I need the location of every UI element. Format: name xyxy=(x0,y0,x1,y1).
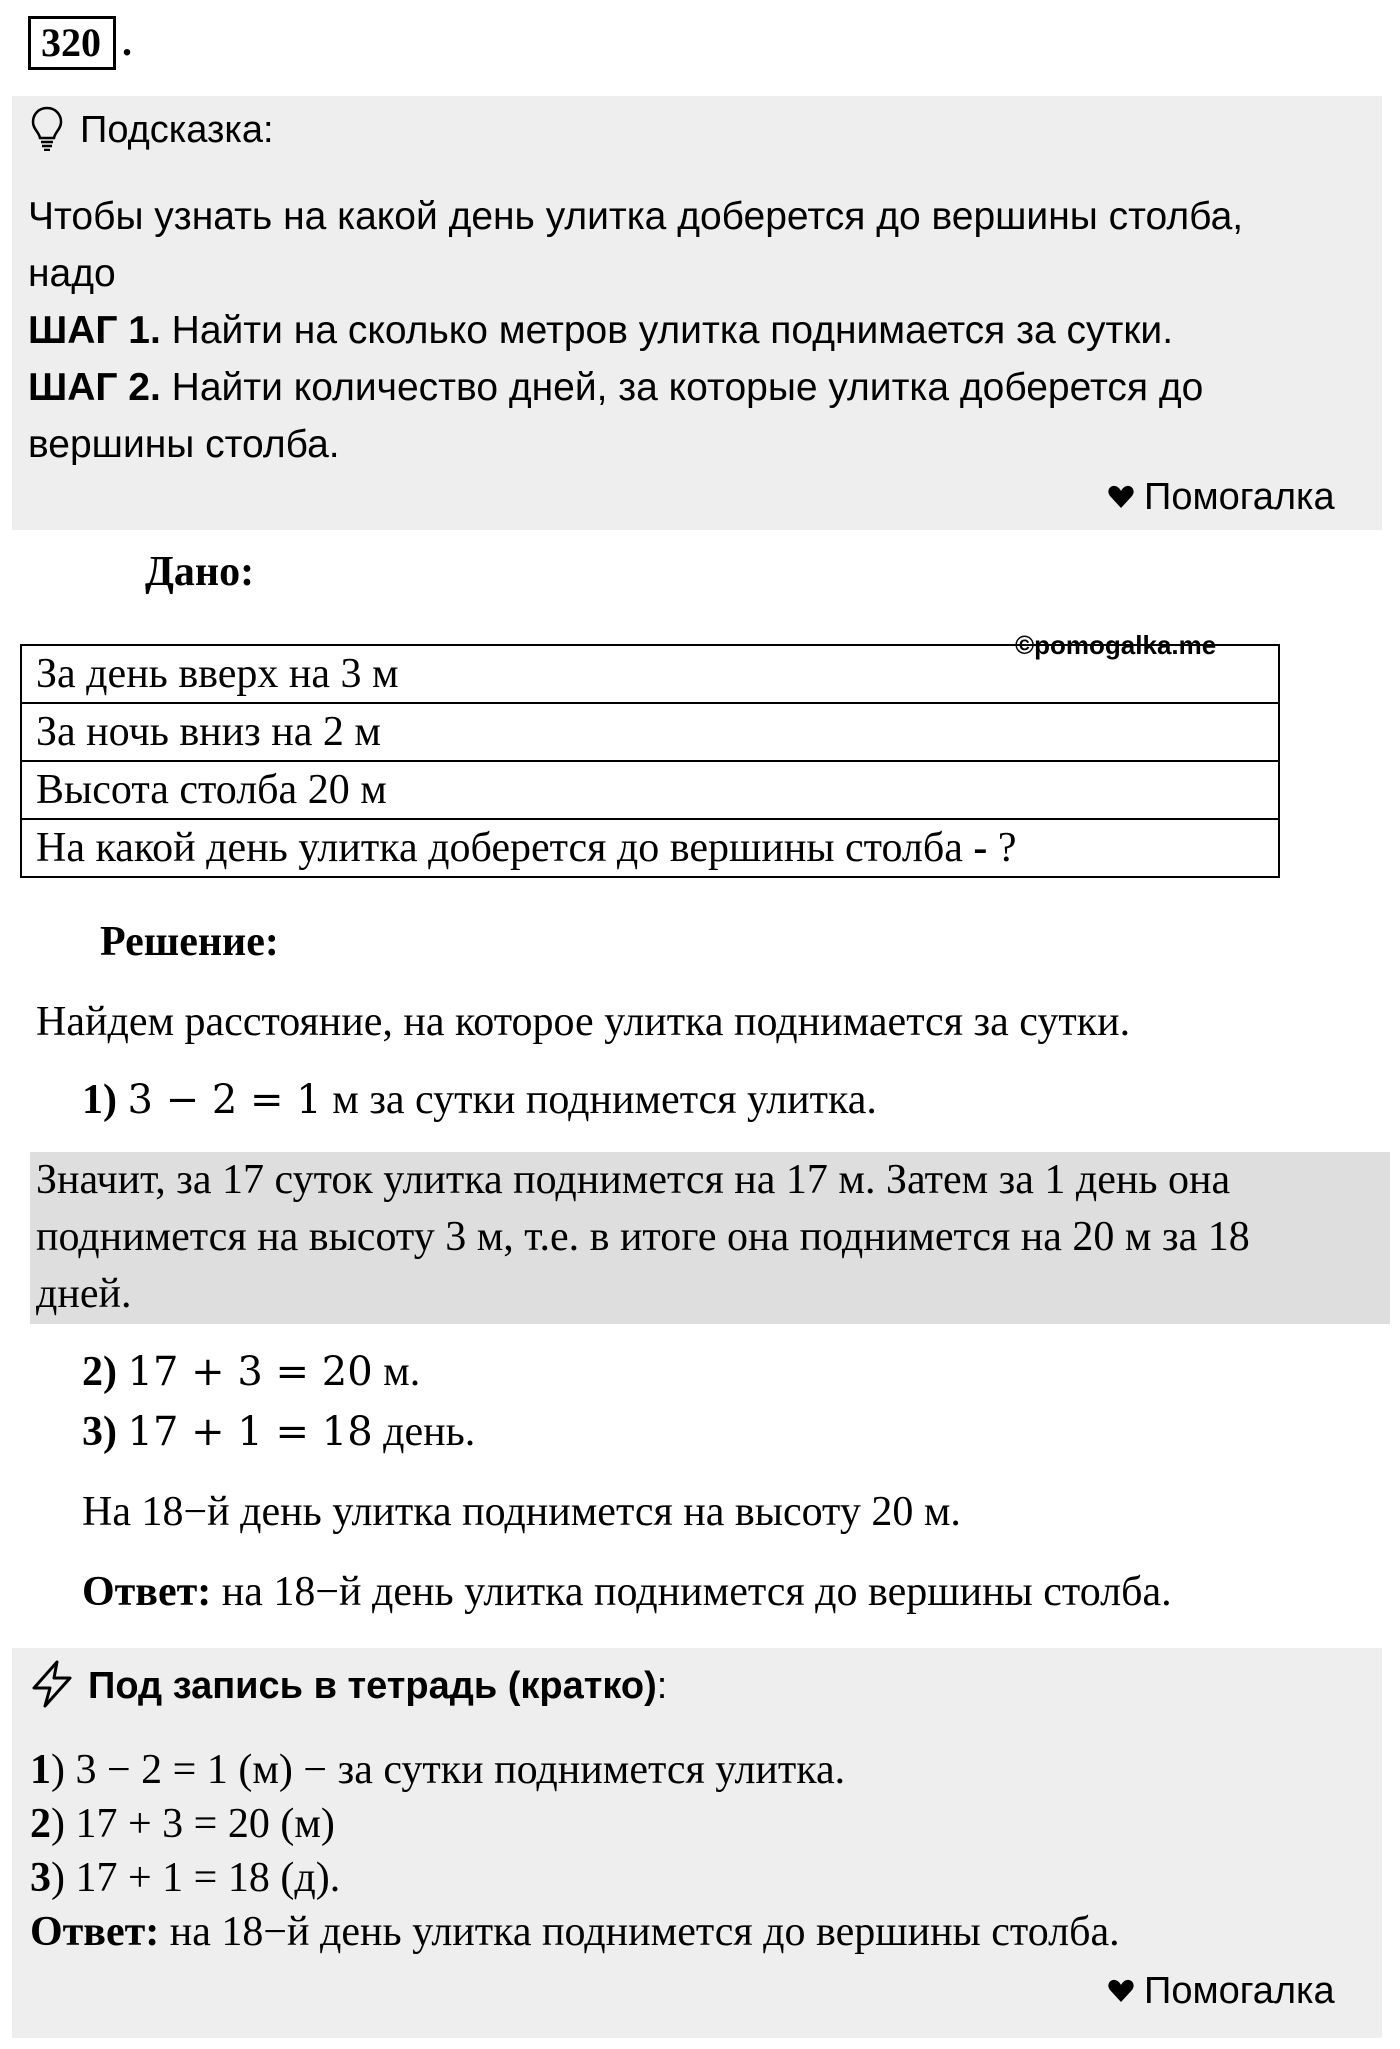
hint-intro-cont: надо xyxy=(28,252,116,295)
hint-brand xyxy=(1108,476,1335,519)
notebook-line-1-number: 1 xyxy=(30,1747,51,1793)
given-question: На какой день улитка доберется до вершины столба xyxy=(36,825,963,871)
hint-step-2-text: Найти количество дней, за которые улитка доберется до xyxy=(160,366,1204,409)
step-2-number: 2) xyxy=(82,1349,117,1395)
given-cell: Высота столба 20 м xyxy=(21,761,1279,819)
notebook-answer-text: на 18−й день улитка поднимется до вершины столба. xyxy=(159,1909,1120,1955)
notebook-line-1 xyxy=(30,1746,845,1794)
given-table xyxy=(20,644,1280,878)
explanation-line-3: дней. xyxy=(36,1271,132,1317)
hint-step-1-label: ШАГ 1. xyxy=(28,309,161,352)
conclusion-start: На 18 xyxy=(82,1489,184,1535)
given-question-dash: - xyxy=(962,825,998,871)
hint-step-2-label: ШАГ 2. xyxy=(28,366,161,409)
watermark: ©pomogalka.me xyxy=(1015,630,1217,660)
notebook-title-wrap xyxy=(88,1665,667,1708)
hint-step-1-text: Найти на сколько метров улитка поднимается за сутки. xyxy=(160,309,1174,352)
given-row xyxy=(21,761,1279,819)
explanation-text xyxy=(36,1152,1390,1323)
step-1-number: 1) xyxy=(82,1077,117,1123)
step-3-expression: 17 + 1 = 18 xyxy=(127,1409,373,1455)
step-1-expression: 3 − 2 = 1 xyxy=(127,1077,322,1123)
hint-step-2-cont: вершины столба. xyxy=(28,423,340,466)
notebook-line-3-number: 3 xyxy=(30,1855,51,1901)
notebook-title-colon: : xyxy=(656,1664,668,1707)
hint-header xyxy=(30,100,274,160)
heart-icon xyxy=(1108,476,1134,519)
notebook-line-3-text: ) 17 + 1 = 18 (д). xyxy=(51,1855,341,1901)
explanation-line-1: Значит, за 17 суток улитка поднимется на 17 м. Затем за 1 день она xyxy=(36,1157,1231,1203)
answer-label: Ответ: xyxy=(82,1569,212,1615)
given-row xyxy=(21,819,1279,877)
answer-end: −й день улитка поднимется до вершины столба. xyxy=(315,1569,1172,1615)
step-1-text: м за сутки поднимется улитка. xyxy=(321,1077,877,1123)
problem-number-dot: . xyxy=(122,19,132,64)
given-title: Дано: xyxy=(145,549,255,595)
solution-step-2 xyxy=(82,1348,420,1396)
given-question-mark: ? xyxy=(997,825,1017,871)
solution-step-1 xyxy=(82,1076,877,1124)
hint-intro: Чтобы узнать на какой день улитка доберется до вершины столба, xyxy=(28,195,1244,238)
hint-title: Подсказка: xyxy=(80,108,274,151)
notebook-line-2 xyxy=(30,1800,335,1848)
conclusion-end: −й день улитка поднимется на высоту 20 м. xyxy=(183,1489,961,1535)
solution-step-3 xyxy=(82,1408,475,1456)
lightning-icon xyxy=(30,1660,74,1713)
given-question-cell xyxy=(21,819,1279,877)
step-3-number: 3) xyxy=(82,1409,117,1455)
notebook-brand xyxy=(1108,1970,1335,2013)
given-row xyxy=(21,703,1279,761)
notebook-line-2-number: 2 xyxy=(30,1801,51,1847)
step-2-expression: 17 + 3 = 20 xyxy=(127,1349,373,1395)
heart-icon xyxy=(1108,1970,1134,2013)
lightbulb-icon xyxy=(30,105,64,156)
solution-title: Решение: xyxy=(100,919,279,965)
problem-number-value: 320 xyxy=(41,20,101,65)
hint-step-1 xyxy=(28,302,1373,359)
notebook-line-1-text: ) 3 − 2 = 1 (м) − за сутки поднимется улитка. xyxy=(51,1747,846,1793)
notebook-title: Под запись в тетрадь (кратко) xyxy=(88,1664,657,1707)
solution-intro: Найдем расстояние, на которое улитка поднимается за сутки. xyxy=(36,999,1131,1045)
explanation-line-2: поднимется на высоту 3 м, т.е. в итоге она поднимется на 20 м за 18 xyxy=(36,1214,1250,1260)
hint-step-2 xyxy=(28,359,1373,416)
problem-number xyxy=(28,16,116,70)
hint-text xyxy=(28,188,1373,473)
hint-brand-label: Помогалка xyxy=(1144,476,1335,518)
notebook-header xyxy=(30,1656,667,1716)
notebook-line-3 xyxy=(30,1854,340,1902)
notebook-answer xyxy=(30,1908,1120,1956)
given-cell: За ночь вниз на 2 м xyxy=(21,703,1279,761)
notebook-answer-label: Ответ: xyxy=(30,1909,160,1955)
solution-answer xyxy=(82,1568,1172,1616)
answer-start: на 18 xyxy=(211,1569,316,1615)
step-2-text: м. xyxy=(372,1349,421,1395)
solution-conclusion xyxy=(82,1488,961,1536)
step-3-text: день. xyxy=(372,1409,476,1455)
notebook-brand-label: Помогалка xyxy=(1144,1970,1335,2012)
given-cell: За день вверх на 3 м xyxy=(21,645,1279,703)
notebook-line-2-text: ) 17 + 3 = 20 (м) xyxy=(51,1801,335,1847)
